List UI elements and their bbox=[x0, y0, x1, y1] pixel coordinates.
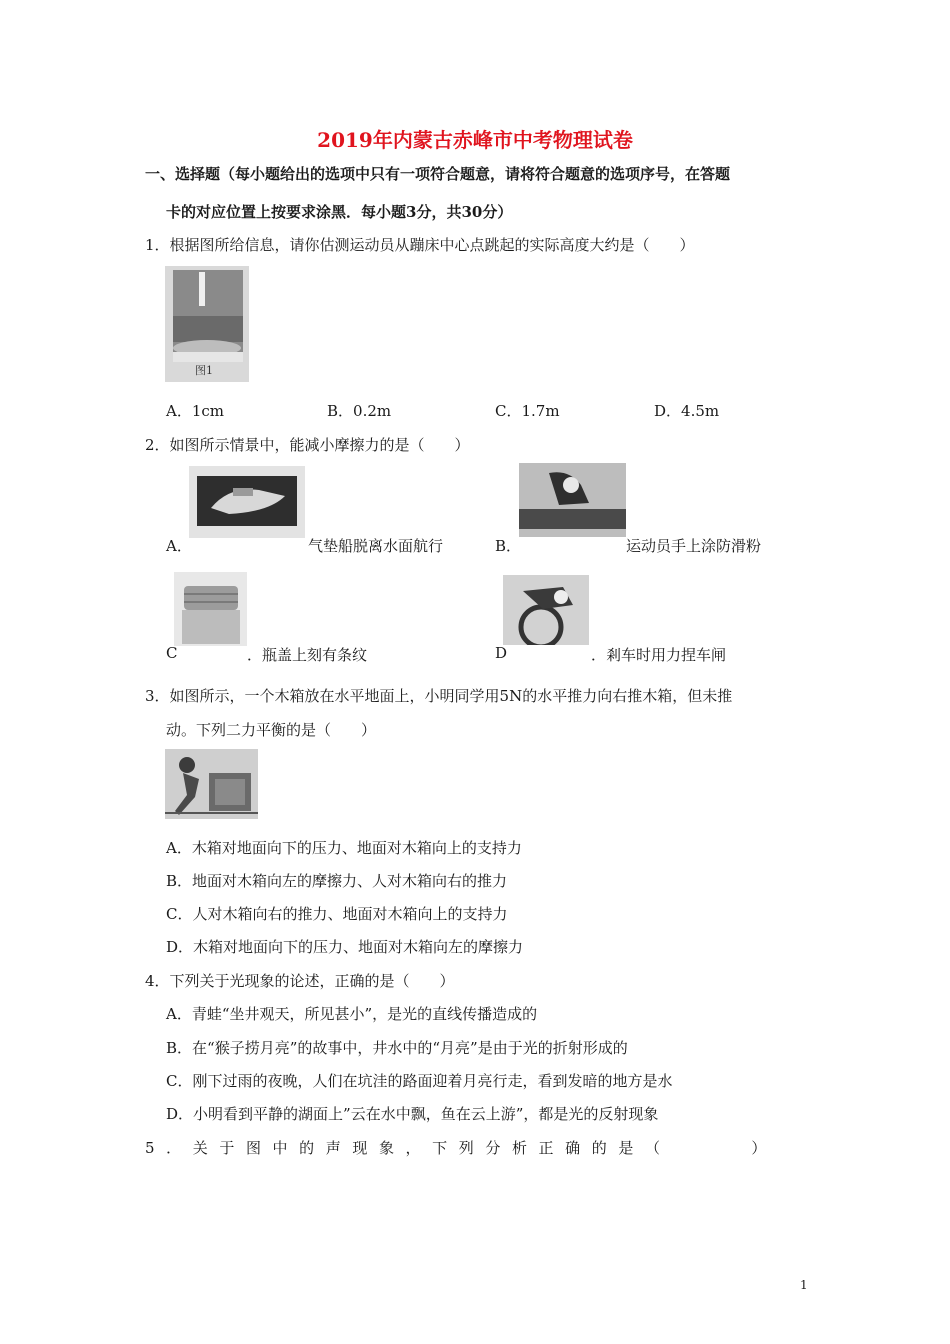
q1-option-a: A．1cm bbox=[166, 402, 225, 420]
q1-stem: 1．根据图所给信息，请你估测运动员从蹦床中心点跳起的实际高度大约是（ ） bbox=[145, 236, 695, 254]
page-title: 2019年内蒙古赤峰市中考物理试卷 bbox=[317, 128, 633, 152]
q2-option-d-label: D bbox=[495, 644, 508, 662]
q5-stem: 5．关于图中的声现象，下列分析正确的是（ ） bbox=[145, 1139, 778, 1157]
q1-figure-caption: 图1 bbox=[195, 364, 213, 377]
q3-push-box-image bbox=[165, 749, 258, 819]
q1-option-c: C．1.7m bbox=[495, 402, 560, 420]
q2-hovercraft-image bbox=[189, 466, 305, 538]
q2-option-d-text: ．剎车时用力捏车闸 bbox=[591, 646, 727, 664]
q4-option-b: B．在“猴子捞月亮”的故事中，井水中的“月亮”是由于光的折射形成的 bbox=[166, 1039, 628, 1057]
q1-option-d: D．4.5m bbox=[654, 402, 720, 420]
q1-trampoline-figure bbox=[165, 266, 249, 382]
q3-stem-line1: 3．如图所示，一个木箱放在水平地面上，小明同学用5N的水平推力向右推木箱，但未推 bbox=[145, 687, 733, 705]
q3-option-a: A．木箱对地面向下的压力、地面对木箱向上的支持力 bbox=[166, 839, 522, 857]
q4-option-c: C．刚下过雨的夜晚，人们在坑洼的路面迎着月亮行走，看到发暗的地方是水 bbox=[166, 1072, 673, 1090]
q2-option-a-label: A． bbox=[166, 537, 192, 555]
section-heading-line1: 一、选择题（每小题给出的选项中只有一项符合题意，请将符合题意的选项序号，在答题 bbox=[145, 165, 731, 183]
section-heading-line2: 卡的对应位置上按要求涂黑．每小题3分，共30分） bbox=[166, 203, 513, 221]
q2-option-c-label: C bbox=[166, 644, 178, 662]
q2-bottle-cap-image bbox=[174, 572, 247, 646]
q2-option-b-label: B． bbox=[495, 537, 522, 555]
q3-option-d: D．木箱对地面向下的压力、地面对木箱向左的摩擦力 bbox=[166, 938, 524, 956]
q2-bicycle-brake-image bbox=[503, 575, 589, 645]
q2-stem: 2．如图所示情景中，能减小摩擦力的是（ ） bbox=[145, 436, 470, 454]
q2-option-a-text: 气垫船脱离水面航行 bbox=[308, 537, 444, 555]
q3-option-b: B．地面对木箱向左的摩擦力、人对木箱向右的推力 bbox=[166, 872, 508, 890]
q3-stem-line2: 动。下列二力平衡的是（ ） bbox=[166, 721, 377, 739]
q2-option-b-text: 运动员手上涂防滑粉 bbox=[626, 537, 762, 555]
q4-option-d: D．小明看到平静的湖面上”云在水中飘，鱼在云上游”，都是光的反射现象 bbox=[166, 1105, 659, 1123]
q1-option-b: B．0.2m bbox=[327, 402, 392, 420]
q4-option-a: A．青蛙“坐井观天，所见甚小”，是光的直线传播造成的 bbox=[166, 1005, 538, 1023]
q3-option-c: C．人对木箱向右的推力、地面对木箱向上的支持力 bbox=[166, 905, 508, 923]
page-number: 1 bbox=[800, 1278, 808, 1292]
q2-option-c-text: ．瓶盖上刻有条纹 bbox=[247, 646, 368, 664]
q2-gymnast-image bbox=[519, 463, 626, 537]
q4-stem: 4．下列关于光现象的论述，正确的是（ ） bbox=[145, 972, 455, 990]
